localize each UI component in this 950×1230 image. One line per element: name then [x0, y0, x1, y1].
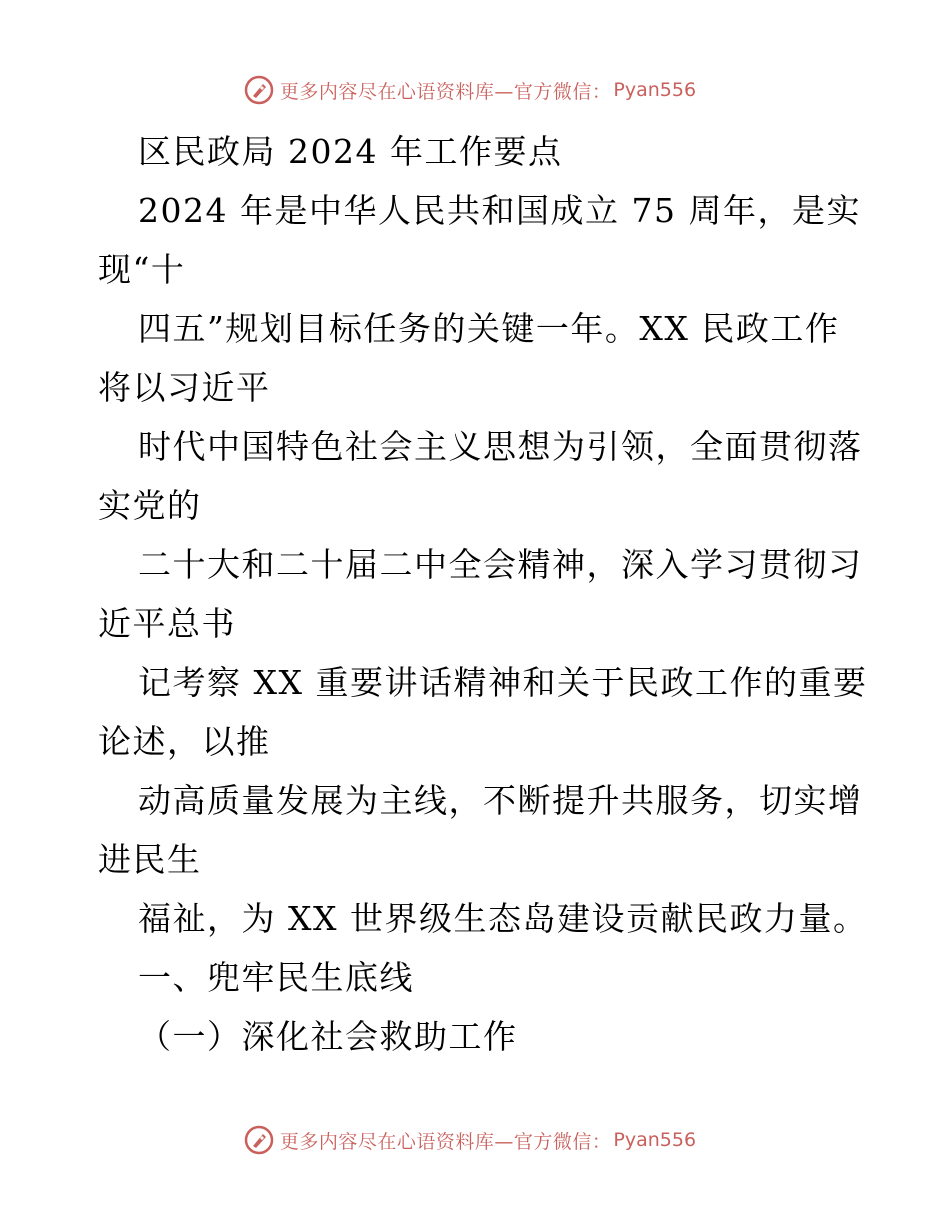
section-heading: 一、兜牢民生底线	[138, 958, 414, 997]
paragraph-line: 二十大和二十届二中全会精神，深入学习贯彻习	[138, 545, 863, 584]
watermark-header	[0, 70, 950, 110]
paragraph-line: 将以习近平	[98, 368, 271, 407]
document-body	[98, 122, 878, 1066]
watermark-text: 更多内容尽在心语资料库—官方微信：	[279, 1130, 612, 1153]
watermark-footer	[0, 1120, 950, 1160]
pen-nib-logo-icon	[244, 1125, 274, 1155]
paragraph-line: 动高质量发展为主线，不断提升共服务，切实增	[138, 781, 863, 820]
paragraph-line: 进民生	[98, 840, 202, 879]
watermark-account: Pyan556	[613, 79, 697, 101]
paragraph-line: 福祉，为 XX 世界级生态岛建设贡献民政力量。	[138, 899, 868, 938]
paragraph-line: 四五”规划目标任务的关键一年。XX 民政工作	[138, 309, 840, 348]
paragraph-line: 现“十	[98, 250, 186, 289]
paragraph-line: 2024 年是中华人民共和国成立 75 周年，是实	[138, 191, 861, 230]
subsection-heading: （一）深化社会救助工作	[138, 1017, 518, 1056]
paragraph-line: 记考察 XX 重要讲话精神和关于民政工作的重要	[138, 663, 868, 702]
watermark-text: 更多内容尽在心语资料库—官方微信：	[279, 80, 612, 103]
watermark-account: Pyan556	[613, 1129, 697, 1151]
paragraph-line: 近平总书	[98, 604, 236, 643]
pen-nib-logo-icon	[244, 75, 274, 105]
document-title: 区民政局 2024 年工作要点	[138, 132, 563, 171]
paragraph-line: 论述，以推	[98, 722, 271, 761]
paragraph-line: 时代中国特色社会主义思想为引领，全面贯彻落	[138, 427, 863, 466]
paragraph-line: 实党的	[98, 486, 202, 525]
